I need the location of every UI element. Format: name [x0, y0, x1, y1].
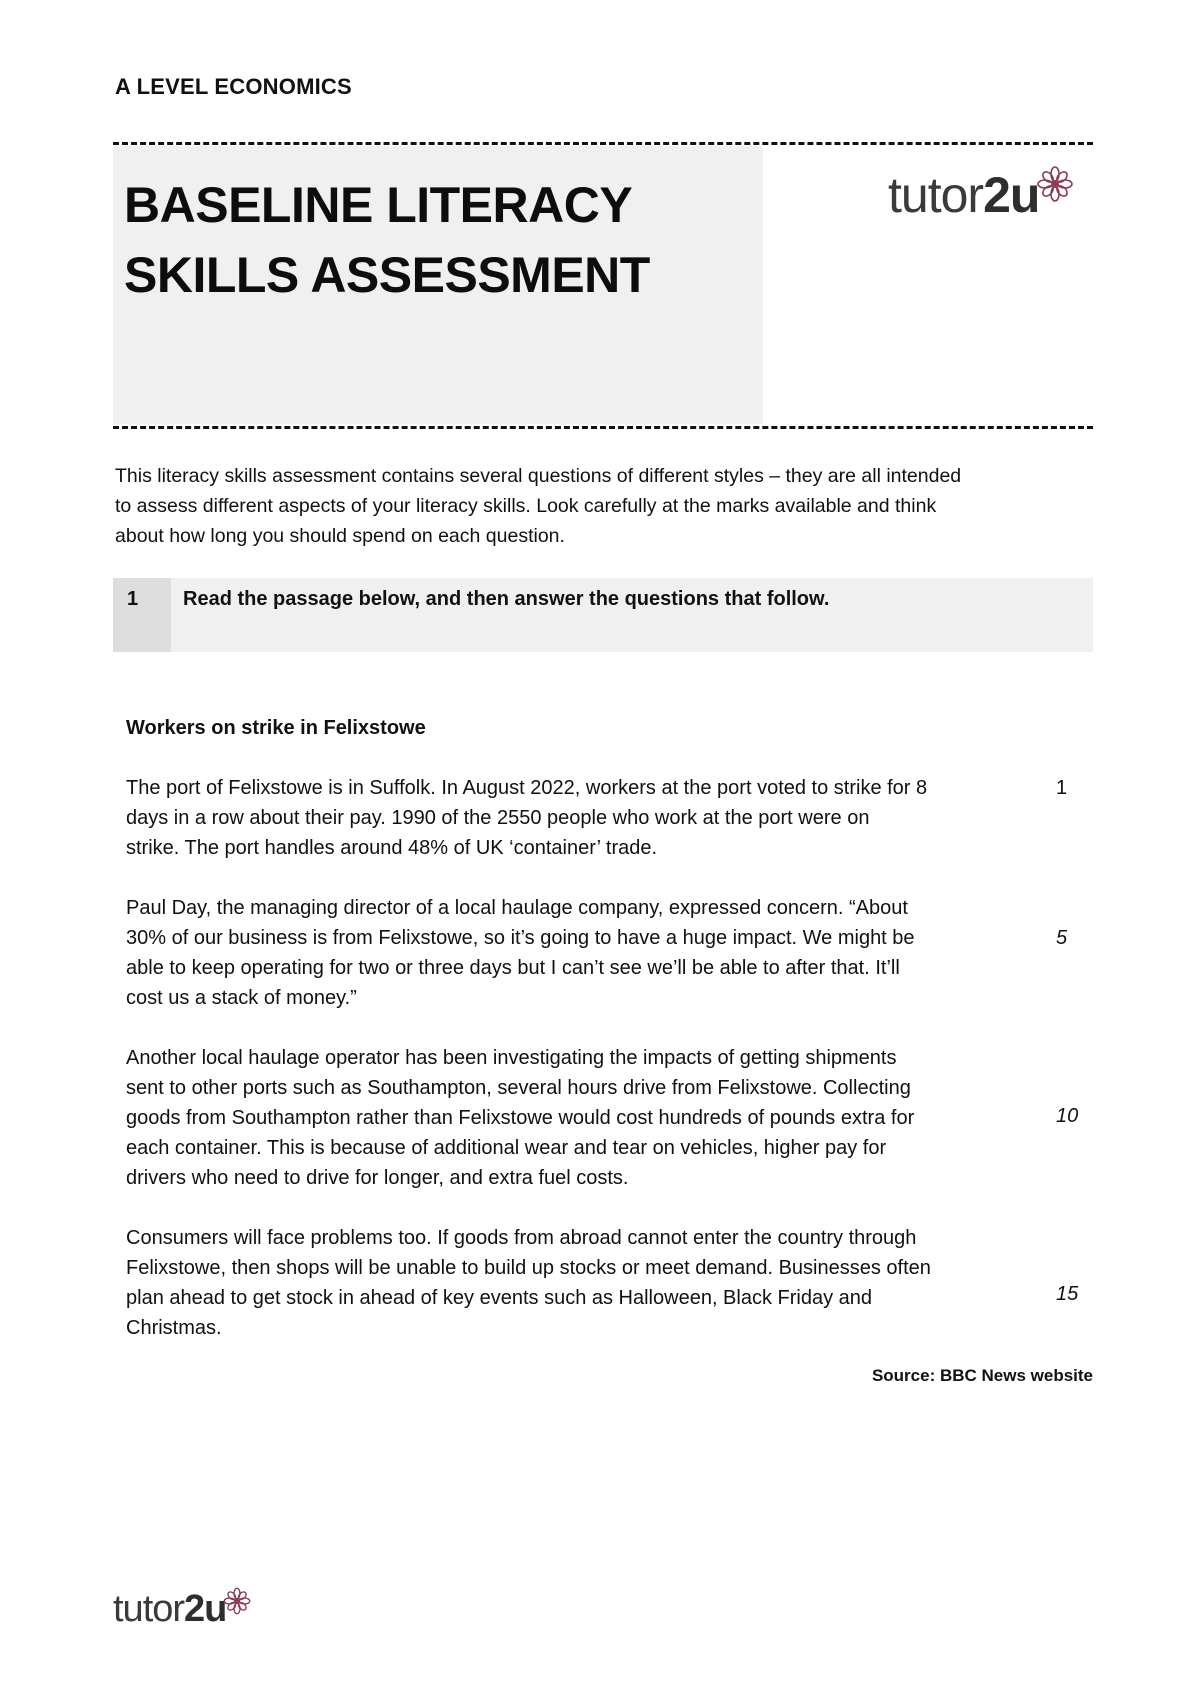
subject-heading: A LEVEL ECONOMICS [115, 74, 352, 99]
passage-line: drivers who need to drive for longer, and extra fuel costs. [126, 1167, 629, 1189]
bottom-divider [113, 426, 1093, 429]
passage-paragraph [126, 1223, 1046, 1343]
passage [126, 713, 1046, 1373]
intro-line: about how long you should spend on each question. [115, 525, 565, 547]
logo-wordmark: tutor2u [113, 1588, 227, 1630]
source-citation: Source: BBC News website [871, 1366, 1093, 1385]
passage-line: The port of Felixstowe is in Suffolk. In August 2022, workers at the port voted to strike for 8 [126, 777, 928, 799]
title-line-2: SKILLS ASSESSMENT [124, 247, 650, 303]
top-divider [113, 142, 1093, 145]
passage-line: each container. This is because of additional wear and tear on vehicles, higher pay for [126, 1137, 887, 1159]
line-number: 10 [1056, 1105, 1079, 1127]
passage-line: plan ahead to get stock in ahead of key events such as Halloween, Black Friday and [126, 1287, 873, 1309]
passage-title: Workers on strike in Felixstowe [126, 717, 426, 739]
passage-line: Felixstowe, then shops will be unable to build up stocks or meet demand. Businesses often [126, 1257, 931, 1279]
intro-text [115, 461, 1095, 551]
passage-line: able to keep operating for two or three days but I can’t see we’ll be able to after that. It’ll [126, 957, 900, 979]
logo-wordmark: tutor2u [888, 167, 1040, 223]
passage-line: days in a row about their pay. 1990 of the 2550 people who work at the port were on [126, 807, 870, 829]
flower-icon [1035, 164, 1075, 204]
passage-paragraph [126, 893, 1046, 1013]
question-instruction: Read the passage below, and then answer the questions that follow. [183, 588, 830, 610]
passage-line: Paul Day, the managing director of a local haulage company, expressed concern. “About [126, 897, 908, 919]
passage-line: Consumers will face problems too. If goods from abroad cannot enter the country through [126, 1227, 917, 1249]
passage-line: strike. The port handles around 48% of UK ‘container’ trade. [126, 837, 658, 859]
tutor2u-logo [888, 166, 1075, 224]
footer-logo [113, 1588, 252, 1631]
passage-line: cost us a stack of money.” [126, 987, 357, 1009]
line-number: 1 [1056, 777, 1068, 799]
passage-line: sent to other ports such as Southampton, several hours drive from Felixstowe. Collecting [126, 1077, 911, 1099]
passage-paragraph [126, 773, 1046, 863]
passage-line: goods from Southampton rather than Felixstowe would cost hundreds of pounds extra for [126, 1107, 915, 1129]
question-bar [113, 578, 1093, 652]
question-number-cell [113, 578, 171, 652]
flower-icon [222, 1586, 252, 1616]
title-line-1: BASELINE LITERACY [124, 177, 633, 233]
intro-line: to assess different aspects of your literacy skills. Look carefully at the marks available and think [115, 495, 937, 517]
question-number: 1 [127, 588, 139, 610]
intro-line: This literacy skills assessment contains several questions of different styles – they are all intended [115, 465, 962, 487]
passage-line: 30% of our business is from Felixstowe, so it’s going to have a huge impact. We might be [126, 927, 915, 949]
passage-line: Another local haulage operator has been investigating the impacts of getting shipments [126, 1047, 897, 1069]
page-title [124, 170, 650, 310]
line-number: 5 [1056, 927, 1068, 949]
line-number: 15 [1056, 1283, 1079, 1305]
passage-line: Christmas. [126, 1317, 222, 1339]
passage-paragraph [126, 1043, 1046, 1193]
